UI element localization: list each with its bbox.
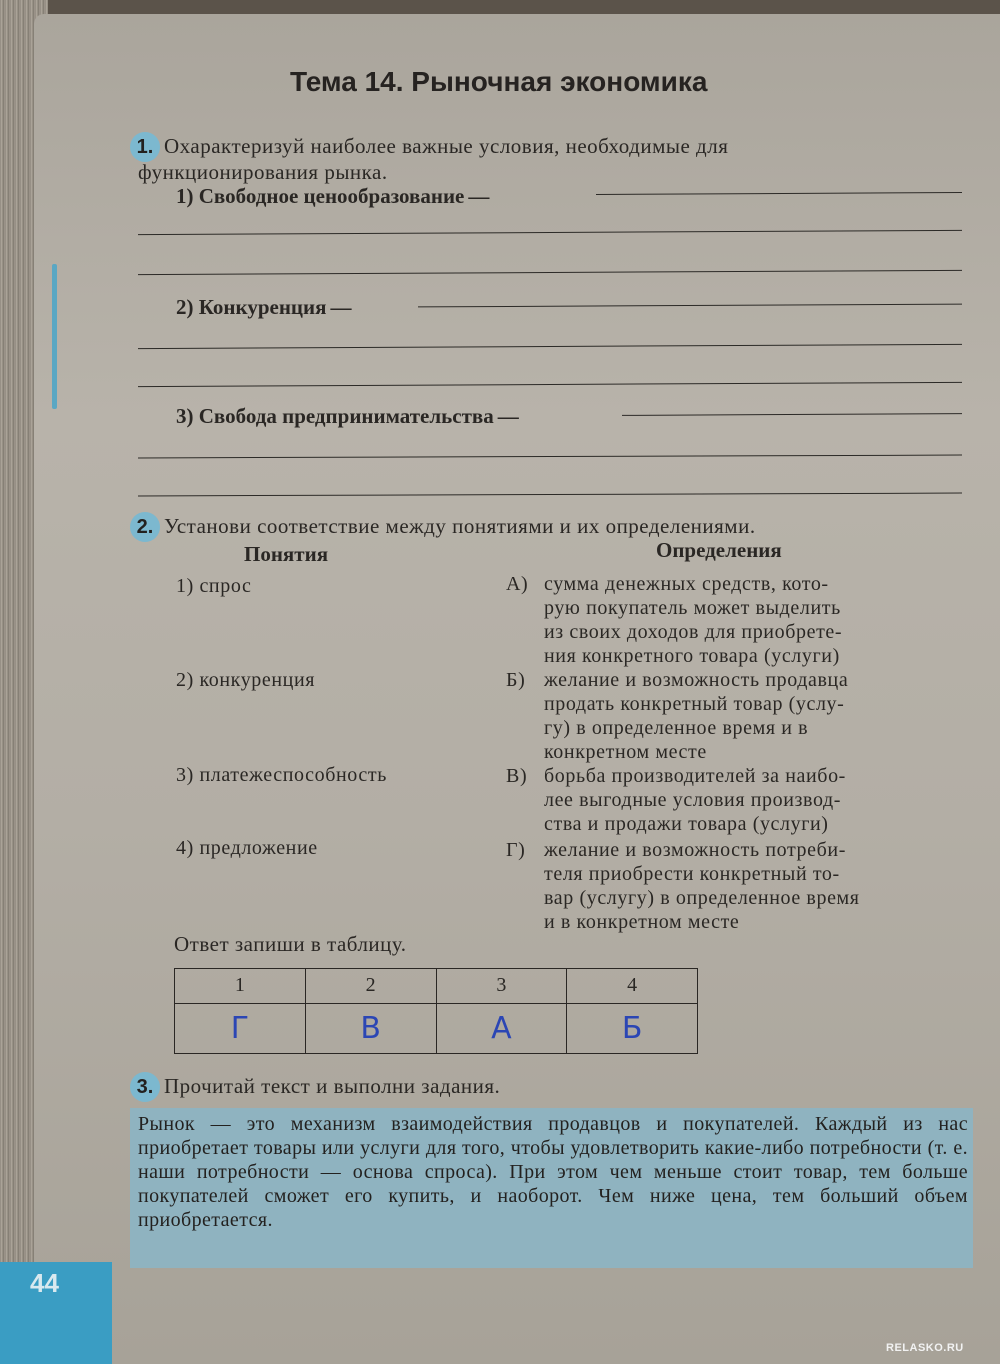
definition-a (544, 572, 842, 668)
concept-2: 2) конкуренция (176, 669, 316, 691)
margin-bookmark (52, 264, 57, 409)
definition-g-line: теля приобрести конкретный то- (544, 863, 840, 885)
definition-v-line: лее выгодные условия производ- (544, 789, 842, 811)
definition-b-line: желание и возможность продавца (544, 669, 849, 691)
definition-v (544, 764, 846, 836)
q2-number: 2. (130, 512, 160, 542)
definition-g-letter: Г) (506, 839, 526, 861)
answer-table-header-cell: 3 (436, 969, 567, 1004)
q1-item-2 (176, 295, 352, 320)
concept-1: 1) спрос (176, 575, 252, 597)
q1-item-1 (176, 184, 489, 209)
q1-item-2-label: 2) Конкуренция (176, 295, 327, 319)
definition-b (544, 668, 848, 764)
definition-a-line: ния конкретного товара (услуги) (544, 645, 840, 667)
q1-item-3-label: 3) Свобода предпринимательства (176, 404, 494, 428)
definition-g-line: желание и возможность потреби- (544, 839, 846, 861)
q3-text: Прочитай текст и выполни задания. (164, 1074, 501, 1098)
site-watermark: RELASKO.RU (886, 1342, 964, 1354)
q1-item-2-dash: — (330, 295, 352, 319)
definition-a-line: из своих доходов для приобрете- (544, 621, 843, 643)
definition-g (544, 838, 860, 934)
concept-3: 3) платежеспособность (176, 764, 387, 786)
answer-table-answer-row (175, 1003, 698, 1053)
definition-v-letter: В) (506, 765, 528, 787)
answer-cell-1[interactable]: Г (175, 1003, 306, 1053)
definition-b-line: конкретном месте (544, 741, 707, 763)
definition-a-letter: А) (506, 573, 529, 595)
answer-table-header-row (175, 969, 698, 1004)
answer-cell-3[interactable]: А (436, 1003, 567, 1053)
q1-item-1-label: 1) Свободное ценообразование (176, 184, 465, 208)
concept-4: 4) предложение (176, 837, 318, 859)
definition-b-letter: Б) (506, 669, 526, 691)
answer-table-header-cell: 4 (567, 969, 698, 1004)
definition-a-line: рую покупатель может выделить (544, 597, 841, 619)
q1-item-3-dash: — (497, 404, 519, 428)
definition-b-line: гу) в определенное время и в (544, 717, 809, 739)
q1-item-3 (176, 404, 519, 429)
concepts-header: Понятия (244, 542, 329, 566)
q3-header (130, 1072, 500, 1102)
page-title: Тема 14. Рыночная экономика (290, 66, 708, 97)
answer-prompt: Ответ запиши в таблицу. (174, 932, 407, 956)
q2-text: Установи соответствие между понятиями и их определениями. (164, 514, 756, 538)
page-number: 44 (30, 1268, 59, 1298)
definition-b-line: продать конкретный товар (услу- (544, 693, 845, 715)
answer-table-header-cell: 2 (305, 969, 436, 1004)
q1-number: 1. (130, 132, 160, 162)
definition-v-line: ства и продажи товара (услуги) (544, 813, 829, 835)
q1-text-line2: функционирования рынка. (138, 160, 388, 184)
definition-g-line: вар (услугу) в определенное время (544, 887, 860, 909)
q1-item-1-dash: — (468, 184, 490, 208)
reading-passage: Рынок — это механизм взаимодействия продавцов и покупателей. Каждый из нас приобретает товары или услуги для того, чтобы удовлетворить какие-либо потребности (т. е. наши потребности — основа спроса). При этом чем меньше стоит товар, тем больше покупателей сможет его купить, и наоборот. Чем ниже цена, тем больший объем приобретается. (138, 1113, 968, 1231)
answer-table (174, 968, 698, 1054)
answer-cell-4[interactable]: Б (567, 1003, 698, 1053)
definition-g-line: и в конкретном месте (544, 911, 740, 933)
q3-number: 3. (130, 1072, 160, 1102)
definitions-header: Определения (656, 538, 782, 562)
definition-v-line: борьба производителей за наибо- (544, 765, 846, 787)
answer-cell-2[interactable]: В (305, 1003, 436, 1053)
q1-text-line1: Охарактеризуй наиболее важные условия, необходимые для (164, 134, 729, 158)
definition-a-line: сумма денежных средств, кото- (544, 573, 829, 595)
answer-table-header-cell: 1 (175, 969, 306, 1004)
q1-header (130, 132, 728, 162)
